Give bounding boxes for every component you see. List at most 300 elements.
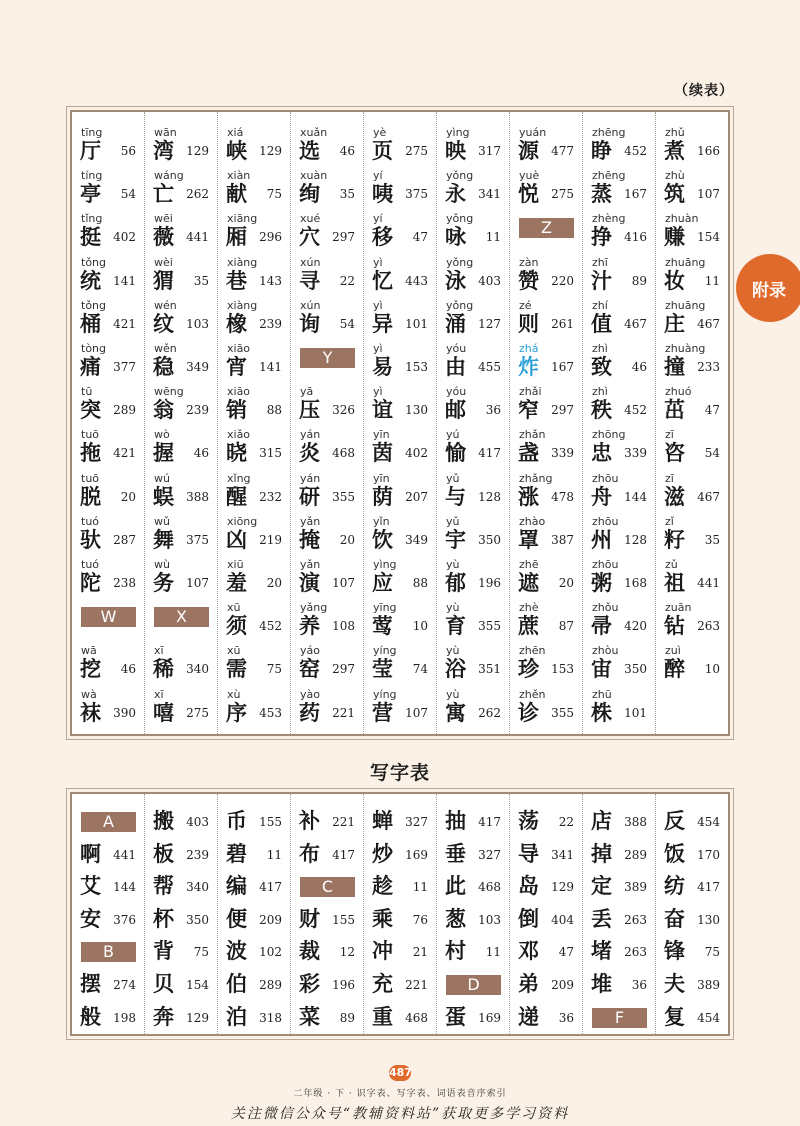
letter-header: A bbox=[81, 812, 136, 832]
pinyin: yú bbox=[446, 428, 460, 442]
page-ref: 417 bbox=[478, 815, 501, 829]
character-entry bbox=[218, 1002, 290, 1035]
character: 亡 bbox=[153, 181, 174, 207]
character: 猬 bbox=[153, 267, 174, 293]
character: 挣 bbox=[591, 224, 612, 250]
page-ref: 349 bbox=[186, 360, 209, 374]
table-column bbox=[363, 112, 436, 734]
pinyin: xiōng bbox=[227, 514, 258, 528]
character: 稀 bbox=[153, 656, 174, 682]
character: 宵 bbox=[226, 354, 247, 379]
page-ref: 107 bbox=[405, 705, 428, 720]
character: 压 bbox=[299, 397, 320, 423]
pinyin: zhì bbox=[592, 342, 608, 355]
character-entry bbox=[656, 515, 728, 558]
character: 赞 bbox=[518, 267, 539, 293]
page-ref: 327 bbox=[478, 847, 501, 862]
character-entry bbox=[510, 299, 582, 342]
character: 研 bbox=[299, 483, 320, 509]
character-entry bbox=[72, 904, 144, 937]
page-ref: 103 bbox=[186, 316, 209, 331]
pinyin: zhí bbox=[592, 298, 608, 312]
character: 宙 bbox=[591, 656, 612, 682]
page-ref: 220 bbox=[551, 273, 574, 288]
page-ref: 76 bbox=[412, 912, 428, 927]
letter-header-cell bbox=[72, 601, 144, 644]
pinyin: zhòu bbox=[592, 644, 619, 658]
character-entry bbox=[364, 688, 436, 731]
page-ref: 12 bbox=[339, 945, 355, 960]
letter-header: C bbox=[300, 877, 355, 897]
page-ref: 129 bbox=[259, 144, 282, 158]
pinyin: wǔ bbox=[154, 514, 170, 528]
character: 垂 bbox=[445, 840, 466, 866]
pinyin: zhī bbox=[592, 255, 608, 269]
character-entry bbox=[510, 688, 582, 731]
character: 荡 bbox=[518, 808, 539, 833]
page-ref: 47 bbox=[704, 403, 720, 418]
page-ref: 196 bbox=[332, 978, 355, 992]
letter-header: Y bbox=[300, 348, 355, 368]
character: 炸 bbox=[518, 354, 539, 379]
table-column bbox=[436, 794, 509, 1034]
character-entry bbox=[145, 299, 217, 342]
table-column bbox=[72, 112, 144, 734]
character: 堵 bbox=[591, 938, 612, 964]
letter-header-cell bbox=[583, 1002, 655, 1035]
page-ref: 239 bbox=[259, 316, 282, 331]
character: 药 bbox=[299, 699, 320, 725]
pinyin: yè bbox=[373, 126, 387, 139]
pinyin: wēi bbox=[154, 212, 173, 226]
character-entry bbox=[218, 558, 290, 601]
character-entry bbox=[145, 936, 217, 969]
character: 村 bbox=[445, 938, 466, 964]
character: 此 bbox=[445, 873, 466, 899]
pinyin: xuǎn bbox=[300, 126, 328, 139]
pinyin: tū bbox=[81, 385, 93, 399]
pinyin: zǐ bbox=[665, 514, 674, 528]
character-entry bbox=[510, 126, 582, 169]
letter-header: F bbox=[592, 1008, 647, 1028]
page-ref: 355 bbox=[332, 489, 355, 504]
character: 趁 bbox=[372, 873, 393, 899]
page-ref: 21 bbox=[412, 945, 428, 960]
page-number: 487 bbox=[389, 1066, 412, 1079]
character: 反 bbox=[664, 808, 685, 833]
pinyin: zhōng bbox=[592, 428, 626, 442]
page-ref: 56 bbox=[120, 144, 136, 158]
page-ref: 11 bbox=[704, 273, 720, 288]
letter-header: D bbox=[446, 975, 501, 995]
page-ref: 417 bbox=[259, 880, 282, 895]
page-ref: 22 bbox=[339, 273, 355, 288]
character-entry bbox=[656, 428, 728, 471]
page-ref: 389 bbox=[697, 978, 720, 992]
character: 寓 bbox=[445, 699, 466, 725]
character-entry bbox=[656, 299, 728, 342]
page-ref: 376 bbox=[113, 912, 136, 927]
character: 异 bbox=[372, 310, 393, 336]
character-entry bbox=[364, 472, 436, 515]
character-entry bbox=[218, 299, 290, 342]
character-entry bbox=[656, 644, 728, 687]
pinyin: wēng bbox=[154, 385, 184, 399]
table-column bbox=[655, 794, 728, 1034]
page-ref: 166 bbox=[697, 144, 720, 158]
page-ref: 54 bbox=[120, 187, 136, 202]
page-ref: 238 bbox=[113, 576, 136, 590]
character-entry bbox=[656, 558, 728, 601]
character: 贝 bbox=[153, 971, 174, 996]
pinyin: yuè bbox=[519, 169, 540, 183]
letter-header-cell bbox=[291, 342, 363, 385]
character-entry bbox=[145, 904, 217, 937]
character: 布 bbox=[299, 840, 320, 866]
character: 营 bbox=[372, 699, 393, 725]
page-ref: 275 bbox=[186, 705, 209, 720]
page-ref: 35 bbox=[193, 273, 209, 288]
character: 涨 bbox=[518, 483, 539, 509]
table-column bbox=[655, 112, 728, 734]
character-entry bbox=[656, 472, 728, 515]
character-entry bbox=[437, 936, 509, 969]
page-ref: 263 bbox=[697, 619, 720, 634]
page-ref: 130 bbox=[697, 912, 720, 927]
character: 掉 bbox=[591, 840, 612, 866]
page-ref: 339 bbox=[551, 446, 574, 461]
pinyin: yǎng bbox=[300, 601, 328, 615]
page-ref: 455 bbox=[478, 360, 501, 374]
page-ref: 87 bbox=[558, 619, 574, 634]
character: 永 bbox=[445, 181, 466, 207]
character-entry bbox=[291, 126, 363, 169]
pinyin: zhōu bbox=[592, 558, 619, 571]
page-ref: 155 bbox=[332, 912, 355, 927]
character: 绚 bbox=[299, 181, 320, 207]
pinyin: xiāo bbox=[227, 342, 251, 355]
pinyin: yù bbox=[446, 644, 460, 658]
character-entry bbox=[218, 385, 290, 428]
page-ref: 233 bbox=[697, 360, 720, 374]
character-entry bbox=[364, 515, 436, 558]
character: 挖 bbox=[80, 656, 101, 682]
character: 悦 bbox=[518, 181, 539, 207]
character: 赚 bbox=[664, 224, 685, 250]
character-entry bbox=[437, 904, 509, 937]
pinyin: zī bbox=[665, 428, 674, 442]
pinyin: tuó bbox=[81, 558, 100, 571]
character-entry bbox=[583, 126, 655, 169]
character: 州 bbox=[591, 526, 612, 552]
page-ref: 468 bbox=[332, 446, 355, 461]
page-ref: 467 bbox=[697, 316, 720, 331]
page-ref: 74 bbox=[412, 662, 428, 677]
page-ref: 289 bbox=[113, 403, 136, 418]
pinyin: zhēn bbox=[519, 644, 546, 658]
pinyin: zhǒu bbox=[592, 601, 619, 615]
page-ref: 169 bbox=[405, 847, 428, 862]
character: 定 bbox=[591, 873, 612, 899]
pinyin: yì bbox=[373, 385, 383, 399]
character-entry bbox=[510, 839, 582, 872]
pinyin: xù bbox=[227, 687, 241, 701]
letter-header-cell bbox=[72, 806, 144, 839]
table-column bbox=[72, 794, 144, 1034]
writing-grid bbox=[72, 794, 728, 1034]
character: 妆 bbox=[664, 267, 685, 293]
character-entry bbox=[145, 969, 217, 1002]
page-ref: 441 bbox=[697, 576, 720, 590]
character: 陀 bbox=[80, 570, 101, 595]
character: 由 bbox=[445, 354, 466, 379]
character-entry bbox=[291, 688, 363, 731]
character: 与 bbox=[445, 483, 466, 509]
page-ref: 289 bbox=[624, 847, 647, 862]
pinyin: zhè bbox=[519, 601, 539, 615]
character-entry bbox=[437, 515, 509, 558]
pinyin: yáo bbox=[300, 644, 320, 658]
page-ref: 350 bbox=[478, 532, 501, 547]
character: 羞 bbox=[226, 570, 247, 595]
character: 葱 bbox=[445, 905, 466, 931]
character-entry bbox=[583, 169, 655, 212]
character: 莺 bbox=[372, 613, 393, 639]
character-entry bbox=[583, 969, 655, 1002]
character: 充 bbox=[372, 971, 393, 996]
table-column bbox=[144, 794, 217, 1034]
character-entry bbox=[510, 169, 582, 212]
character-entry bbox=[72, 385, 144, 428]
character-entry bbox=[72, 688, 144, 731]
character-entry bbox=[656, 904, 728, 937]
page-ref: 404 bbox=[551, 912, 574, 927]
character-entry bbox=[656, 936, 728, 969]
pinyin: tǒng bbox=[81, 298, 106, 312]
character: 巷 bbox=[226, 267, 247, 293]
character-entry bbox=[218, 806, 290, 839]
character: 般 bbox=[80, 1003, 101, 1029]
character: 安 bbox=[80, 905, 101, 931]
character-entry bbox=[364, 871, 436, 904]
pinyin: zhù bbox=[665, 169, 685, 183]
character: 窑 bbox=[299, 656, 320, 682]
page-ref: 453 bbox=[259, 705, 282, 720]
letter-header: B bbox=[81, 942, 136, 962]
pinyin: zuì bbox=[665, 644, 681, 658]
character-entry bbox=[583, 212, 655, 255]
page-ref: 129 bbox=[551, 880, 574, 895]
character: 乘 bbox=[372, 905, 393, 931]
pinyin: zhuāng bbox=[665, 255, 706, 269]
pinyin: zhǎi bbox=[519, 385, 542, 399]
character: 选 bbox=[299, 138, 320, 163]
character-entry bbox=[72, 839, 144, 872]
character: 复 bbox=[664, 1003, 685, 1029]
character-entry bbox=[510, 428, 582, 471]
page-ref: 467 bbox=[624, 316, 647, 331]
page-ref: 144 bbox=[624, 489, 647, 504]
page-ref: 20 bbox=[558, 576, 574, 590]
character: 薇 bbox=[153, 224, 174, 250]
character-entry bbox=[656, 601, 728, 644]
character-entry bbox=[364, 839, 436, 872]
character-entry bbox=[218, 839, 290, 872]
page-ref: 263 bbox=[624, 945, 647, 960]
pinyin: xī bbox=[154, 687, 164, 701]
page-ref: 375 bbox=[405, 187, 428, 202]
character: 涌 bbox=[445, 310, 466, 336]
character-entry bbox=[72, 299, 144, 342]
page-ref: 54 bbox=[339, 316, 355, 331]
pinyin: yuán bbox=[519, 126, 547, 139]
character: 须 bbox=[226, 613, 247, 639]
character: 忠 bbox=[591, 440, 612, 466]
pinyin: yù bbox=[446, 601, 460, 615]
page-ref: 54 bbox=[704, 446, 720, 461]
page-ref: 452 bbox=[624, 403, 647, 418]
pinyin: wén bbox=[154, 298, 177, 312]
pinyin: zī bbox=[665, 471, 674, 485]
page-ref: 454 bbox=[697, 815, 720, 829]
character-entry bbox=[437, 472, 509, 515]
page-ref: 143 bbox=[259, 273, 282, 288]
character-entry bbox=[145, 385, 217, 428]
page-ref: 46 bbox=[193, 446, 209, 461]
page-ref: 88 bbox=[266, 403, 282, 418]
page-ref: 10 bbox=[412, 619, 428, 634]
character: 炎 bbox=[299, 440, 320, 466]
character: 背 bbox=[153, 938, 174, 964]
page-ref: 127 bbox=[478, 316, 501, 331]
page-ref: 262 bbox=[478, 705, 501, 720]
page-ref: 153 bbox=[405, 360, 428, 374]
character-entry bbox=[510, 256, 582, 299]
character: 袜 bbox=[80, 699, 101, 725]
character: 蝉 bbox=[372, 808, 393, 833]
character: 财 bbox=[299, 905, 320, 931]
character-entry bbox=[656, 256, 728, 299]
character-entry bbox=[72, 515, 144, 558]
pinyin: zhǔ bbox=[665, 126, 685, 139]
table-column bbox=[509, 794, 582, 1034]
character: 邓 bbox=[518, 938, 539, 964]
page-ref: 20 bbox=[120, 489, 136, 504]
character-entry bbox=[291, 936, 363, 969]
character: 需 bbox=[226, 656, 247, 682]
character-entry bbox=[583, 299, 655, 342]
page-ref: 11 bbox=[485, 230, 501, 245]
pinyin: yā bbox=[300, 385, 314, 399]
character: 浴 bbox=[445, 656, 466, 682]
character: 荫 bbox=[372, 483, 393, 509]
pinyin: yǔ bbox=[446, 471, 460, 485]
character-entry bbox=[145, 472, 217, 515]
pinyin: zhuāng bbox=[665, 298, 706, 312]
pinyin: xiāng bbox=[227, 212, 258, 226]
pinyin: zhū bbox=[592, 687, 612, 701]
character-entry bbox=[218, 169, 290, 212]
character-entry bbox=[510, 936, 582, 969]
character: 易 bbox=[372, 354, 393, 379]
character: 泳 bbox=[445, 267, 466, 293]
character-entry bbox=[583, 342, 655, 385]
character: 窄 bbox=[518, 397, 539, 423]
character: 泊 bbox=[226, 1003, 247, 1029]
character: 嘻 bbox=[153, 699, 174, 725]
character: 养 bbox=[299, 613, 320, 639]
character-entry bbox=[291, 256, 363, 299]
pinyin: zhēng bbox=[592, 126, 626, 139]
character: 痛 bbox=[80, 354, 101, 379]
page-ref: 468 bbox=[478, 880, 501, 895]
appendix-tab[interactable] bbox=[736, 254, 800, 322]
character-entry bbox=[72, 644, 144, 687]
pinyin: tòng bbox=[81, 342, 106, 355]
page-ref: 144 bbox=[113, 880, 136, 895]
pinyin: zuān bbox=[665, 601, 692, 615]
character: 献 bbox=[226, 181, 247, 207]
character: 诊 bbox=[518, 699, 539, 725]
page-ref: 339 bbox=[624, 446, 647, 461]
page-ref: 441 bbox=[113, 847, 136, 862]
page-ref: 46 bbox=[631, 360, 647, 374]
pinyin: yǎn bbox=[300, 558, 321, 571]
character: 帮 bbox=[153, 873, 174, 899]
character-entry bbox=[364, 601, 436, 644]
page-ref: 297 bbox=[551, 403, 574, 418]
page-ref: 417 bbox=[478, 446, 501, 461]
character: 挺 bbox=[80, 224, 101, 250]
character-entry bbox=[510, 515, 582, 558]
pinyin: yóu bbox=[446, 385, 467, 399]
character-entry bbox=[72, 428, 144, 471]
page-ref: 154 bbox=[186, 978, 209, 992]
page-ref: 102 bbox=[259, 945, 282, 960]
character: 宇 bbox=[445, 526, 466, 552]
page-ref: 421 bbox=[113, 316, 136, 331]
character-entry bbox=[510, 1002, 582, 1035]
page-ref: 402 bbox=[405, 446, 428, 461]
character-entry bbox=[364, 644, 436, 687]
page-ref: 128 bbox=[478, 489, 501, 504]
pinyin: zhǎn bbox=[519, 428, 546, 442]
character-entry bbox=[145, 1002, 217, 1035]
character: 艾 bbox=[80, 873, 101, 899]
character: 愉 bbox=[445, 440, 466, 466]
page-ref: 107 bbox=[332, 576, 355, 590]
pinyin: yí bbox=[373, 169, 383, 183]
page-ref: 387 bbox=[551, 532, 574, 547]
pinyin: wáng bbox=[154, 169, 184, 183]
page-ref: 75 bbox=[704, 945, 720, 960]
page-ref: 261 bbox=[551, 316, 574, 331]
character-entry bbox=[291, 904, 363, 937]
page-ref: 153 bbox=[551, 662, 574, 677]
character-entry bbox=[510, 601, 582, 644]
pinyin: yǎn bbox=[300, 514, 321, 528]
pinyin: tuō bbox=[81, 471, 100, 485]
character: 邮 bbox=[445, 397, 466, 423]
pinyin: wèi bbox=[154, 255, 173, 269]
character: 补 bbox=[299, 808, 320, 833]
character-entry bbox=[291, 839, 363, 872]
page-ref: 375 bbox=[186, 532, 209, 547]
character-entry bbox=[510, 871, 582, 904]
pinyin: tíng bbox=[81, 169, 103, 183]
pinyin: yīng bbox=[373, 601, 397, 615]
pinyin: yì bbox=[373, 298, 383, 312]
